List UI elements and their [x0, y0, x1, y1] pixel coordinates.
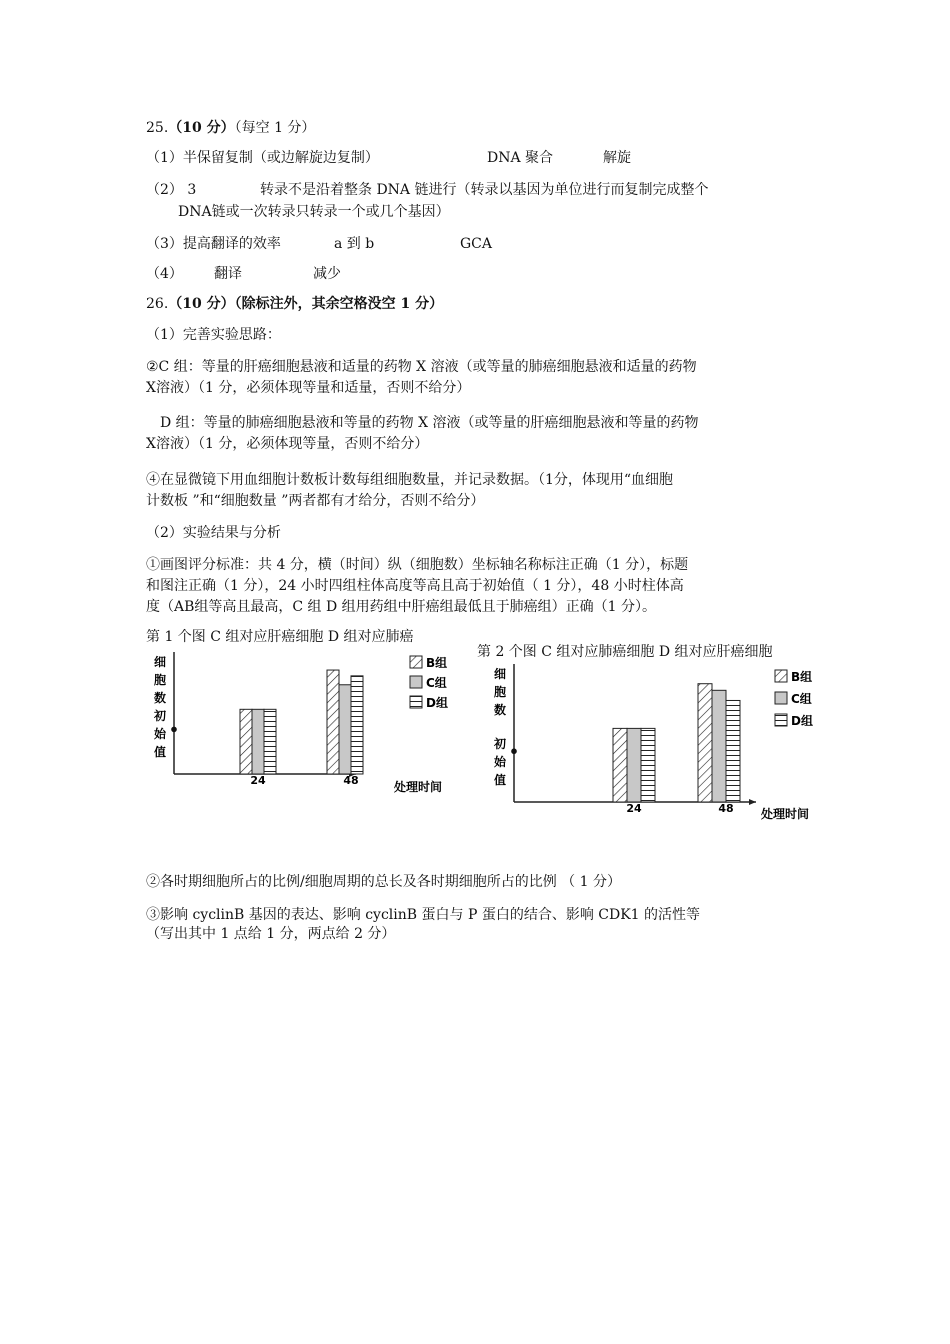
fig2-caption: 第 2 个图 C 组对应肺癌细胞 D 组对应肝癌细胞 [477, 644, 773, 660]
initial-label-char: 初 [493, 737, 507, 751]
q26-answer-3-line-b: （写出其中 1 点给 1 分，两点给 2 分） [146, 926, 396, 942]
q26-part-1: （1）完善实验思路： [146, 327, 281, 343]
chart-1 [146, 646, 476, 806]
legend-swatch [410, 696, 422, 708]
initial-label-char: 值 [493, 773, 507, 787]
q25-1-answer-c: 解旋 [603, 150, 631, 166]
q25-heading [146, 118, 315, 138]
legend-label: C组 [791, 692, 812, 706]
bar-B组-24 [613, 728, 627, 802]
bar-C组-24 [627, 728, 641, 802]
x-tick-label: 48 [718, 802, 734, 815]
chart-2 [486, 660, 846, 830]
q25-4-answer-a: 翻译 [214, 266, 242, 282]
q26-number: 26. [146, 296, 169, 312]
legend-swatch [775, 714, 787, 726]
q25-2-answer-b-cont: DNA链或一次转录只转录一个或几个基因） [178, 204, 450, 220]
x-axis-label: 处理时间 [761, 807, 810, 821]
q26-part-2: （2）实验结果与分析 [146, 525, 281, 541]
x-tick-label: 24 [626, 802, 642, 815]
q26-grading-line-b: 和图注正确（1 分），24 小时四组柱体高度等高且高于初始值（ 1 分），48 小时柱体高 [146, 578, 684, 594]
bar-D组-48 [351, 676, 363, 774]
legend-label: D组 [426, 696, 448, 710]
q26-group-d-line-b: X溶液）（1 分，必须体现等量，否则不给分） [146, 436, 429, 452]
ylabel-char: 数 [153, 691, 167, 705]
x-axis-arrow [749, 799, 756, 805]
initial-label-char: 始 [493, 755, 507, 769]
q26-group-c-line-b: X溶液）（1 分，必须体现等量和适量，否则不给分） [146, 380, 471, 396]
x-tick-label: 48 [343, 774, 359, 787]
q25-1-answer-b: DNA 聚合 [487, 150, 554, 166]
bar-C组-48 [339, 685, 351, 774]
bar-D组-24 [264, 709, 276, 774]
bar-D组-48 [726, 700, 740, 802]
legend-label: B组 [791, 670, 813, 684]
legend-swatch [775, 692, 787, 704]
q25-score: （10 分） [168, 120, 235, 136]
ylabel-char: 数 [493, 703, 507, 717]
q26-count-line-b: 计数板 ”和“细胞数量 ”两者都有才给分，否则不给分） [146, 493, 485, 509]
q26-grading-line-a: ①画图评分标准：共 4 分，横（时间）纵（细胞数）坐标轴名称标注正确（1 分），标题 [146, 557, 689, 573]
q26-answer-2: ②各时期细胞所占的比例/细胞周期的总长及各时期细胞所占的比例 （ 1 分） [146, 874, 621, 890]
bar-C组-24 [252, 709, 264, 774]
q26-count-line-a: ④在显微镜下用血细胞计数板计数每组细胞数量，并记录数据。（1分，体现用“血细胞 [146, 472, 674, 488]
q25-note: （每空 1 分） [234, 120, 316, 136]
ylabel-char: 细 [493, 667, 507, 681]
bar-B组-24 [240, 709, 252, 774]
legend-label: B组 [426, 656, 448, 670]
legend-swatch [410, 656, 422, 668]
ylabel-char: 细 [153, 655, 167, 669]
q25-2-answer-b: 转录不是沿着整条 DNA 链进行（转录以基因为单位进行而复制完成整个 [260, 182, 709, 198]
bar-D组-24 [641, 728, 655, 802]
q25-line-1 [146, 148, 379, 168]
q25-4-answer-b: 减少 [313, 266, 341, 282]
legend-swatch [410, 676, 422, 688]
legend-swatch [775, 670, 787, 682]
q26-heading [146, 294, 443, 314]
bar-B组-48 [327, 670, 339, 774]
q26-group-c-line-a: ②C 组：等量的肝癌细胞悬液和适量的药物 X 溶液（或等量的肺癌细胞悬液和适量的药物 [146, 359, 697, 375]
initial-label-char: 值 [153, 745, 167, 759]
initial-label-char: 初 [153, 709, 167, 723]
q25-3-answer-b: a 到 b [334, 236, 375, 252]
q25-1-answer-a: （1）半保留复制（或边解旋边复制） [146, 150, 379, 166]
x-tick-label: 24 [250, 774, 266, 787]
q25-3-answer-c: GCA [460, 236, 493, 252]
bar-C组-48 [712, 690, 726, 802]
initial-value-dot [511, 748, 517, 754]
ylabel-char: 胞 [153, 673, 167, 687]
legend-label: C组 [426, 676, 447, 690]
q26-answer-3-line-a: ③影响 cyclinB 基因的表达、影响 cyclinB 蛋白与 P 蛋白的结合、影响 CDK1 的活性等 [146, 907, 701, 923]
q25-number: 25. [146, 120, 169, 136]
x-axis-label: 处理时间 [394, 780, 443, 794]
ylabel-char: 胞 [493, 685, 507, 699]
q25-2-answer-a: （2） 3 [146, 182, 197, 198]
initial-value-dot [171, 727, 177, 733]
q25-3-answer-a: （3）提高翻译的效率 [146, 236, 281, 252]
initial-label-char: 始 [153, 727, 167, 741]
q26-score: （10 分）（除标注外，其余空格没空 1 分） [168, 296, 444, 312]
q26-group-d-line-a: D 组：等量的肺癌细胞悬液和等量的药物 X 溶液（或等量的肝癌细胞悬液和等量的药物 [160, 415, 699, 431]
q26-grading-line-c: 度（AB组等高且最高，C 组 D 组用药组中肝癌组最低且于肺癌组）正确（1 分）。 [146, 599, 657, 615]
q25-4-label: （4） [146, 266, 183, 282]
bar-B组-48 [698, 684, 712, 802]
legend-label: D组 [791, 714, 813, 728]
fig1-caption: 第 1 个图 C 组对应肝癌细胞 D 组对应肺癌 [146, 629, 414, 645]
